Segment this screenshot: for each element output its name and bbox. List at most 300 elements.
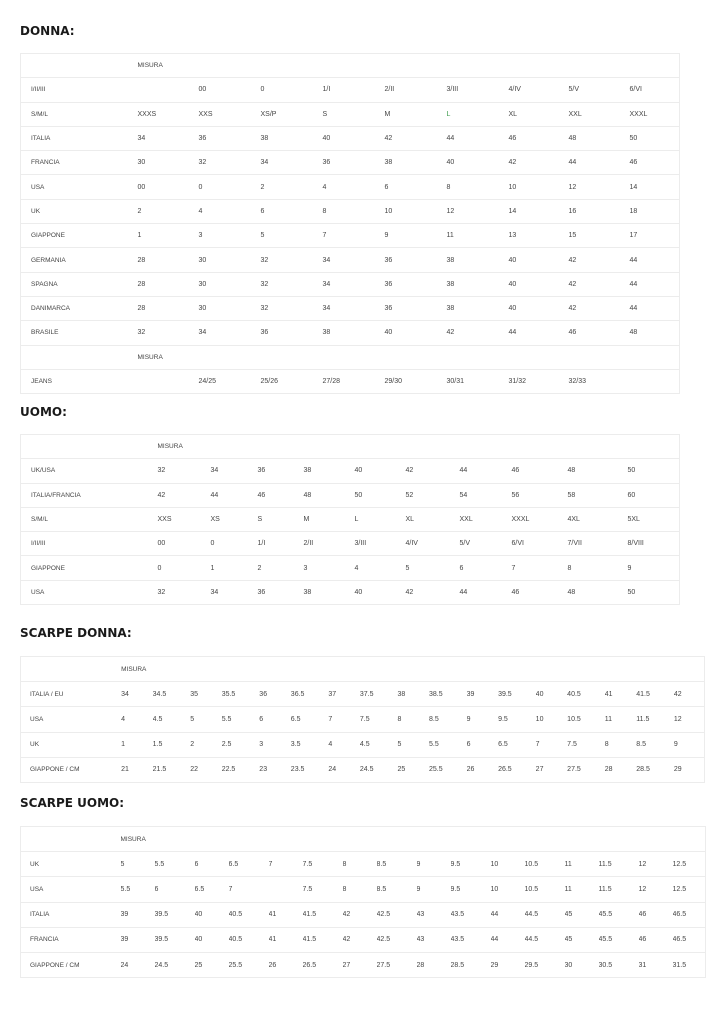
size-cell: S	[248, 507, 294, 531]
size-cell: 23	[259, 757, 291, 782]
size-cell: L	[345, 507, 396, 531]
row-label: USA	[21, 707, 122, 732]
size-cell: 40.5	[229, 902, 269, 927]
size-cell: 12	[437, 199, 499, 223]
size-cell: 1/I	[313, 78, 375, 102]
size-cell: 44	[437, 126, 499, 150]
size-cell: 4	[345, 556, 396, 580]
size-cell: 29.5	[525, 952, 565, 977]
size-cell: 5/V	[450, 532, 502, 556]
empty-cell	[21, 435, 148, 459]
size-cell: 9.5	[498, 707, 536, 732]
misura-label: MISURA	[128, 54, 680, 78]
size-cell: 42	[375, 126, 437, 150]
size-cell: 10.5	[525, 877, 565, 902]
row-label: DANIMARCA	[21, 296, 128, 320]
size-cell: 32	[189, 151, 251, 175]
size-cell: 46	[559, 321, 620, 345]
row-label: SPAGNA	[21, 272, 128, 296]
size-cell: 14	[499, 199, 559, 223]
size-cell: 52	[396, 483, 450, 507]
misura-label: MISURA	[121, 657, 704, 682]
size-cell: 26	[467, 757, 499, 782]
jeans-row	[21, 369, 680, 393]
size-cell: 34	[121, 682, 153, 707]
table-row	[21, 248, 680, 272]
size-cell: 3	[259, 732, 291, 757]
size-cell: 21	[121, 757, 153, 782]
size-cell: 43	[417, 902, 451, 927]
size-cell: 10	[536, 707, 568, 732]
size-cell: 46	[248, 483, 294, 507]
size-cell: 7	[502, 556, 558, 580]
size-cell: 34	[201, 459, 248, 483]
size-cell: 12	[674, 707, 705, 732]
size-cell: 3/III	[437, 78, 499, 102]
size-cell: 50	[618, 580, 680, 604]
size-cell: 44	[491, 927, 525, 952]
size-cell: 27	[343, 952, 377, 977]
size-cell: XXL	[450, 507, 502, 531]
size-cell: XL	[396, 507, 450, 531]
misura-header-row	[21, 435, 680, 459]
size-cell: 4/IV	[499, 78, 559, 102]
size-cell: 27.5	[377, 952, 417, 977]
empty-cell	[21, 54, 128, 78]
size-cell: 15	[559, 224, 620, 248]
size-cell: 24.5	[360, 757, 398, 782]
size-cell: 46	[620, 151, 680, 175]
table-row	[21, 272, 680, 296]
size-cell: 38	[437, 296, 499, 320]
size-cell: 23.5	[291, 757, 329, 782]
row-label: ITALIA	[21, 902, 121, 927]
size-cell: 10.5	[567, 707, 605, 732]
empty-cell	[21, 345, 128, 369]
size-cell: 50	[345, 483, 396, 507]
size-cell: 44	[559, 151, 620, 175]
size-cell: 9	[618, 556, 680, 580]
size-cell: 6.5	[195, 877, 229, 902]
size-cell: 29	[674, 757, 705, 782]
size-cell: 44	[620, 296, 680, 320]
row-label: USA	[21, 175, 128, 199]
size-cell: 42	[343, 927, 377, 952]
size-cell: 3.5	[291, 732, 329, 757]
size-cell	[128, 369, 189, 393]
size-cell: 58	[558, 483, 618, 507]
size-cell: 43	[417, 927, 451, 952]
size-cell: 40	[345, 580, 396, 604]
size-cell: 29/30	[375, 369, 437, 393]
row-label: FRANCIA	[21, 151, 128, 175]
size-cell: 6	[467, 732, 499, 757]
size-cell: 4.5	[153, 707, 191, 732]
size-cell: 4/IV	[396, 532, 450, 556]
misura-label: MISURA	[121, 827, 706, 852]
size-cell: 46	[499, 126, 559, 150]
size-cell: 30	[189, 248, 251, 272]
size-cell: 41.5	[636, 682, 674, 707]
size-cell: 00	[128, 175, 189, 199]
row-label: JEANS	[21, 369, 128, 393]
size-cell: 45.5	[599, 927, 639, 952]
size-cell: S	[313, 102, 375, 126]
size-cell: XL	[499, 102, 559, 126]
size-cell: 1	[121, 732, 153, 757]
size-cell: 8/VIII	[618, 532, 680, 556]
size-cell: 10	[499, 175, 559, 199]
size-cell: 6.5	[291, 707, 329, 732]
row-label: UK	[21, 852, 121, 877]
misura-header-row	[21, 827, 706, 852]
row-label: GIAPPONE	[21, 556, 148, 580]
size-cell: 34.5	[153, 682, 191, 707]
size-cell: 5.5	[429, 732, 467, 757]
size-cell: 45.5	[599, 902, 639, 927]
size-cell: 38	[313, 321, 375, 345]
size-cell: 12.5	[673, 877, 706, 902]
size-cell: 54	[450, 483, 502, 507]
size-cell: 5	[121, 852, 155, 877]
size-cell: 9.5	[451, 877, 491, 902]
row-label: I/II/III	[21, 532, 148, 556]
size-cell: 39	[121, 902, 155, 927]
size-cell: 46.5	[673, 927, 706, 952]
table-row	[21, 757, 705, 782]
table-row	[21, 732, 705, 757]
misura-header-row	[21, 657, 705, 682]
size-cell: 6	[155, 877, 195, 902]
size-cell: 32	[251, 296, 313, 320]
size-cell: 31.5	[673, 952, 706, 977]
size-cell: 7.5	[303, 852, 343, 877]
size-cell: 14	[620, 175, 680, 199]
size-cell: 34	[313, 296, 375, 320]
size-cell: 40	[345, 459, 396, 483]
size-cell: 38	[294, 580, 345, 604]
size-cell: 0	[148, 556, 201, 580]
size-cell: 5.5	[222, 707, 260, 732]
row-label: ITALIA/FRANCIA	[21, 483, 148, 507]
size-cell: 12	[559, 175, 620, 199]
size-table-scarpe-uomo	[20, 826, 706, 978]
table-row	[21, 102, 680, 126]
size-cell: 11	[605, 707, 637, 732]
size-cell: 5	[251, 224, 313, 248]
size-cell: 60	[618, 483, 680, 507]
size-cell: 24	[121, 952, 155, 977]
table-row	[21, 877, 706, 902]
size-cell: 30.5	[599, 952, 639, 977]
size-cell: 40.5	[567, 682, 605, 707]
size-cell: 30/31	[437, 369, 499, 393]
size-cell: 38	[375, 151, 437, 175]
size-cell: 24	[328, 757, 360, 782]
size-cell: 41.5	[303, 927, 343, 952]
size-cell: 45	[565, 902, 599, 927]
size-cell: 1.5	[153, 732, 191, 757]
size-cell: 40	[499, 296, 559, 320]
size-cell: 40	[195, 902, 229, 927]
size-cell: 3/III	[345, 532, 396, 556]
size-cell: 7.5	[360, 707, 398, 732]
table-row	[21, 296, 680, 320]
size-cell: 1	[201, 556, 248, 580]
table-row	[21, 682, 705, 707]
size-cell: 2/II	[375, 78, 437, 102]
size-cell: 42	[148, 483, 201, 507]
size-cell: 25/26	[251, 369, 313, 393]
size-cell: 2	[128, 199, 189, 223]
size-cell: 36	[251, 321, 313, 345]
size-cell: XS	[201, 507, 248, 531]
size-cell: 34	[189, 321, 251, 345]
size-cell: 5.5	[121, 877, 155, 902]
size-cell: 39.5	[498, 682, 536, 707]
size-cell: 38	[251, 126, 313, 150]
size-cell: 8	[397, 707, 429, 732]
size-cell: 56	[502, 483, 558, 507]
table-row	[21, 224, 680, 248]
section-title-donna: DONNA:	[20, 24, 75, 38]
size-cell: 0	[201, 532, 248, 556]
size-cell: 26.5	[303, 952, 343, 977]
size-cell: 5	[190, 707, 222, 732]
size-cell: 46.5	[673, 902, 706, 927]
size-cell: 9	[417, 877, 451, 902]
table-row	[21, 126, 680, 150]
size-cell: 6.5	[498, 732, 536, 757]
size-cell: 41	[269, 927, 303, 952]
size-cell: 44	[620, 248, 680, 272]
size-cell: 27	[536, 757, 568, 782]
size-cell: 25.5	[229, 952, 269, 977]
row-label: FRANCIA	[21, 927, 121, 952]
size-cell: 42	[559, 272, 620, 296]
size-cell: 12.5	[673, 852, 706, 877]
size-cell: 2.5	[222, 732, 260, 757]
size-cell: 44	[499, 321, 559, 345]
size-cell: 4	[189, 199, 251, 223]
size-cell: 48	[620, 321, 680, 345]
size-cell: 34	[201, 580, 248, 604]
size-cell: 6/VI	[620, 78, 680, 102]
size-cell: 37.5	[360, 682, 398, 707]
size-cell: 43.5	[451, 902, 491, 927]
size-cell: 6	[259, 707, 291, 732]
size-cell: XXXS	[128, 102, 189, 126]
size-cell: 12	[639, 852, 673, 877]
size-cell: 10	[491, 877, 525, 902]
size-cell: 42.5	[377, 927, 417, 952]
size-cell: 0	[189, 175, 251, 199]
size-cell: 7	[229, 877, 269, 902]
size-cell: 11	[565, 877, 599, 902]
section-title-uomo: UOMO:	[20, 405, 67, 419]
size-cell	[620, 369, 680, 393]
row-label: GERMANIA	[21, 248, 128, 272]
size-cell: 18	[620, 199, 680, 223]
size-cell: 6	[450, 556, 502, 580]
size-cell: 7	[313, 224, 375, 248]
size-cell: 28	[605, 757, 637, 782]
size-cell: 48	[558, 580, 618, 604]
size-cell: XXS	[148, 507, 201, 531]
size-cell: 2	[251, 175, 313, 199]
size-cell: 8.5	[377, 852, 417, 877]
size-cell: 21.5	[153, 757, 191, 782]
size-cell: 5.5	[155, 852, 195, 877]
size-cell: 2/II	[294, 532, 345, 556]
size-cell: 5/V	[559, 78, 620, 102]
size-cell: 0	[251, 78, 313, 102]
size-cell: 28	[128, 272, 189, 296]
size-cell: 34	[251, 151, 313, 175]
size-cell: 4	[328, 732, 360, 757]
size-cell: 36	[375, 248, 437, 272]
size-cell: 36	[313, 151, 375, 175]
size-cell: 10	[375, 199, 437, 223]
size-cell: 30	[189, 296, 251, 320]
size-cell: 28	[417, 952, 451, 977]
misura-header-row	[21, 345, 680, 369]
size-cell: 43.5	[451, 927, 491, 952]
row-label: BRASILE	[21, 321, 128, 345]
size-cell: 32	[251, 272, 313, 296]
size-cell: 25.5	[429, 757, 467, 782]
table-row	[21, 580, 680, 604]
size-cell: 36	[375, 296, 437, 320]
row-label: I/II/III	[21, 78, 128, 102]
size-cell: 38.5	[429, 682, 467, 707]
size-cell: 44	[620, 272, 680, 296]
row-label: UK	[21, 732, 122, 757]
size-cell: 29	[491, 952, 525, 977]
size-cell: 30	[565, 952, 599, 977]
size-cell: 28	[128, 248, 189, 272]
size-cell: 5	[397, 732, 429, 757]
size-cell: 24.5	[155, 952, 195, 977]
size-cell: M	[375, 102, 437, 126]
misura-label: MISURA	[148, 435, 680, 459]
size-cell: 32	[148, 459, 201, 483]
size-cell: 7	[536, 732, 568, 757]
size-cell: 40	[536, 682, 568, 707]
size-cell: 45	[565, 927, 599, 952]
size-cell: 36	[375, 272, 437, 296]
size-cell: 16	[559, 199, 620, 223]
size-cell: 8.5	[429, 707, 467, 732]
size-cell: 6	[251, 199, 313, 223]
row-label: ITALIA / EU	[21, 682, 122, 707]
size-cell: 1/I	[248, 532, 294, 556]
size-cell: 44	[201, 483, 248, 507]
size-cell: 12	[639, 877, 673, 902]
size-cell: 40	[499, 272, 559, 296]
size-cell: 27/28	[313, 369, 375, 393]
size-cell: 42	[559, 296, 620, 320]
row-label: UK	[21, 199, 128, 223]
size-cell: 46	[639, 927, 673, 952]
size-cell: 4	[313, 175, 375, 199]
size-cell: 17	[620, 224, 680, 248]
size-cell: 42	[674, 682, 705, 707]
size-cell: 38	[437, 272, 499, 296]
size-cell: 11.5	[599, 877, 639, 902]
size-table-uomo	[20, 434, 680, 605]
row-label: GIAPPONE / CM	[21, 952, 121, 977]
size-cell: 00	[189, 78, 251, 102]
size-cell: 42	[559, 248, 620, 272]
size-cell: XXS	[189, 102, 251, 126]
size-cell: 28	[128, 296, 189, 320]
size-cell: 44.5	[525, 927, 565, 952]
size-cell: XXL	[559, 102, 620, 126]
size-cell: 48	[558, 459, 618, 483]
size-cell: 42	[396, 459, 450, 483]
size-cell: 3	[294, 556, 345, 580]
size-cell: 42	[396, 580, 450, 604]
size-cell: 11.5	[599, 852, 639, 877]
size-cell: 30	[189, 272, 251, 296]
size-cell: 40	[375, 321, 437, 345]
size-cell: 39	[121, 927, 155, 952]
size-cell: 6	[195, 852, 229, 877]
size-cell: 5XL	[618, 507, 680, 531]
table-row	[21, 321, 680, 345]
size-cell: 40	[499, 248, 559, 272]
row-label: GIAPPONE	[21, 224, 128, 248]
table-row	[21, 459, 680, 483]
size-cell: 10	[491, 852, 525, 877]
table-row	[21, 175, 680, 199]
table-row	[21, 507, 680, 531]
size-cell: 46	[639, 902, 673, 927]
size-cell: 46	[502, 580, 558, 604]
size-cell: 6.5	[229, 852, 269, 877]
size-cell: 44	[491, 902, 525, 927]
size-cell: 1	[128, 224, 189, 248]
row-label: S/M/L	[21, 507, 148, 531]
size-cell: 22	[190, 757, 222, 782]
size-cell: 42.5	[377, 902, 417, 927]
size-cell: 9.5	[451, 852, 491, 877]
table-row	[21, 199, 680, 223]
size-cell: 39	[467, 682, 499, 707]
size-cell: 8	[313, 199, 375, 223]
size-cell: 32/33	[559, 369, 620, 393]
row-label: UK/USA	[21, 459, 148, 483]
table-row	[21, 556, 680, 580]
size-cell: 9	[674, 732, 705, 757]
size-cell: 25	[397, 757, 429, 782]
size-cell: 41.5	[303, 902, 343, 927]
size-cell: 44	[450, 580, 502, 604]
size-cell: 48	[294, 483, 345, 507]
size-cell: 26.5	[498, 757, 536, 782]
size-cell: 36	[248, 580, 294, 604]
size-cell: 38	[397, 682, 429, 707]
size-table-donna	[20, 53, 680, 394]
size-cell: 40	[313, 126, 375, 150]
size-cell: 7.5	[567, 732, 605, 757]
size-cell: 00	[148, 532, 201, 556]
size-cell: 39.5	[155, 927, 195, 952]
size-cell: XXXL	[620, 102, 680, 126]
size-cell: 37	[328, 682, 360, 707]
table-row	[21, 952, 706, 977]
